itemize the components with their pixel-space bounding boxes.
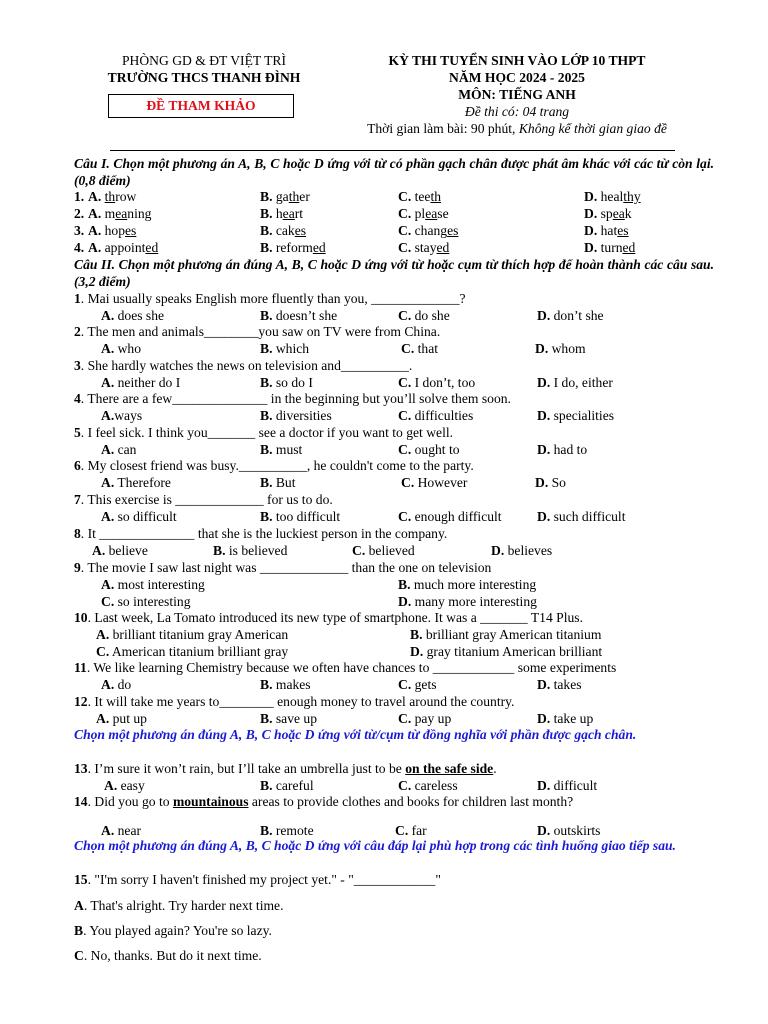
option-text: takes [550, 677, 582, 692]
question-number: 3 [74, 358, 81, 373]
answer-option: A. hopes [88, 223, 137, 238]
question-number: 5 [74, 425, 81, 440]
option-letter: D. [537, 308, 551, 323]
option-text: I do, either [550, 375, 613, 390]
answer-option [101, 407, 142, 424]
option-letter: A. [101, 677, 115, 692]
option-letter: B. [260, 206, 273, 221]
answer-option [260, 777, 314, 794]
option-text: take up [550, 711, 594, 726]
answer-option: D. healthy [584, 189, 641, 204]
option-letter: B. [260, 475, 273, 490]
answer-c: C. No, thanks. But do it next time. [74, 948, 262, 963]
question-6 [74, 457, 474, 474]
answer-option [260, 474, 296, 491]
time-limit: Thời gian làm bài: 90 phút, Không kể thời gian giao đề [367, 121, 667, 136]
answer-option: A. meaning [88, 206, 152, 221]
question-13: 13. I’m sure it won’t rain, but I’ll take an umbrella just to be on the safe side. [74, 761, 497, 776]
underlined-part: th [288, 189, 300, 204]
option-text: many more interesting [411, 594, 537, 609]
question-number: 4. [74, 240, 85, 255]
question-9 [74, 559, 491, 576]
answer-option: D. hates [584, 223, 629, 238]
option-letter: A. [101, 475, 115, 490]
answer-option [537, 407, 614, 424]
option-text: believes [504, 543, 553, 558]
option-text: brilliant titanium gray American [109, 627, 289, 642]
option-letter: A. [101, 509, 115, 524]
answer-option [101, 340, 141, 357]
option-letter: C. [398, 509, 412, 524]
question-text: . There are a few______________ in the beginning but you’ll solve them soon. [80, 391, 511, 406]
option-text: far [408, 823, 427, 838]
answer-option [398, 307, 450, 324]
option-text: So [548, 475, 566, 490]
reference-exam-label: ĐỀ THAM KHẢO [108, 94, 294, 118]
synonym-instruction: Chọn một phương án đúng A, B, C hoặc D ứng với từ/cụm từ đồng nghĩa với phần được gạch chân. [74, 727, 637, 742]
option-letter: D. [398, 594, 412, 609]
answer-option: C. stayed [398, 240, 450, 255]
option-letter: C. [398, 375, 412, 390]
option-text: put up [109, 711, 147, 726]
answer-option: A. appointed [88, 240, 159, 255]
question-text: . Mai usually speaks English more fluently than you, _____________? [80, 291, 466, 306]
answer-option [410, 643, 602, 660]
answer-option [101, 508, 177, 525]
question-text: . The men and animals________you saw on TV were from China. [80, 324, 441, 339]
option-letter: A. [96, 711, 110, 726]
question-number: 10 [74, 610, 88, 625]
option-text: gray titanium American brilliant [423, 644, 603, 659]
option-text: do [114, 677, 132, 692]
option-letter: D. [584, 223, 598, 238]
answer-option [260, 307, 337, 324]
option-text: doesn’t she [272, 308, 338, 323]
answer-option [398, 777, 458, 794]
question-8 [74, 525, 447, 542]
option-letter: D. [584, 206, 598, 221]
option-text: outskirts [550, 823, 601, 838]
answer-b: B. You played again? You're so lazy. [74, 923, 272, 938]
option-letter: C. [398, 778, 412, 793]
option-text: such difficult [550, 509, 626, 524]
option-letter: B. [213, 543, 226, 558]
option-text: believed [365, 543, 415, 558]
option-letter: B. [260, 823, 273, 838]
option-letter: A. [101, 375, 115, 390]
answer-option [537, 710, 593, 727]
option-letter: B. [260, 189, 273, 204]
question-text: . This exercise is _____________ for us to do. [80, 492, 333, 507]
option-letter: A. [101, 408, 115, 423]
option-letter: D. [491, 543, 505, 558]
option-letter: B. [260, 509, 273, 524]
option-text: Therefore [114, 475, 171, 490]
option-text: But [272, 475, 296, 490]
option-text: difficult [550, 778, 598, 793]
option-text: does she [114, 308, 165, 323]
answer-option: B. cakes [260, 223, 307, 238]
option-text: enough difficult [411, 509, 502, 524]
question-number: 8 [74, 526, 81, 541]
underlined-part: es [617, 223, 629, 238]
underlined-part: ed [312, 240, 326, 255]
question-text: . The movie I saw last night was _____________ than the one on television [80, 560, 492, 575]
answer-option [101, 474, 171, 491]
question-text: . My closest friend was busy.__________, he couldn't come to the party. [80, 458, 474, 473]
option-letter: B. [260, 223, 273, 238]
option-letter: A. [88, 189, 102, 204]
option-text: pay up [411, 711, 452, 726]
answer-option [92, 542, 148, 559]
option-letter: C. [398, 408, 412, 423]
option-text: so do I [272, 375, 313, 390]
section-1-title: Câu I. Chọn một phương án A, B, C hoặc D ứng với từ có phần gạch chân được phát âm khác với các từ còn lại. (0,8 điểm) [74, 156, 714, 188]
option-text: difficulties [411, 408, 474, 423]
option-letter: C. [101, 594, 115, 609]
answer-option [260, 407, 332, 424]
underlined-part: ed [622, 240, 636, 255]
option-text: too difficult [272, 509, 341, 524]
question-3 [74, 357, 412, 374]
option-text: gets [411, 677, 437, 692]
option-text: who [114, 341, 142, 356]
option-letter: B. [260, 711, 273, 726]
question-text: . I feel sick. I think you_______ see a doctor if you want to get well. [80, 425, 454, 440]
question-1 [74, 290, 466, 307]
option-text: near [114, 823, 142, 838]
option-letter: A. [101, 823, 115, 838]
option-text: remote [272, 823, 314, 838]
option-letter: A. [101, 308, 115, 323]
option-text: don’t she [550, 308, 604, 323]
option-letter: B. [260, 240, 273, 255]
exam-title: KỲ THI TUYỂN SINH VÀO LỚP 10 THPT [388, 53, 646, 68]
answer-option [260, 676, 311, 693]
answer-option [96, 643, 288, 660]
answer-option: C. changes [398, 223, 459, 238]
answer-option: B. heart [260, 206, 304, 221]
subject-title: MÔN: TIẾNG ANH [458, 87, 576, 102]
underlined-part: ea [425, 206, 438, 221]
option-letter: B. [410, 627, 423, 642]
answer-option [398, 676, 437, 693]
answer-option [101, 374, 180, 391]
option-text: whom [548, 341, 586, 356]
question-10 [74, 609, 583, 626]
option-letter: A. [101, 341, 115, 356]
answer-option [260, 374, 313, 391]
answer-option [96, 626, 288, 643]
answer-option [260, 340, 309, 357]
underlined-part: ed [436, 240, 450, 255]
department-name: PHÒNG GD & ĐT VIỆT TRÌ [121, 53, 286, 68]
option-text: which [272, 341, 310, 356]
option-text: most interesting [114, 577, 205, 592]
option-text: easy [117, 778, 145, 793]
option-letter: D. [584, 189, 598, 204]
option-letter: C. [398, 206, 412, 221]
underlined-part: ea [282, 206, 295, 221]
answer-option [398, 407, 473, 424]
option-letter: D. [537, 509, 551, 524]
option-letter: C. [395, 823, 409, 838]
question-15: 15. "I'm sorry I haven't finished my project yet." - "____________" [74, 872, 441, 887]
answer-option: B. reformed [260, 240, 326, 255]
option-letter: B. [260, 408, 273, 423]
question-7 [74, 491, 333, 508]
question-number: 9 [74, 560, 81, 575]
option-letter: C. [398, 711, 412, 726]
option-text: so interesting [114, 594, 191, 609]
option-letter: A. [88, 206, 102, 221]
question-11 [74, 659, 616, 676]
option-text: neither do I [114, 375, 181, 390]
underlined-part: es [294, 223, 307, 238]
answer-option [537, 508, 625, 525]
underlined-part: es [447, 223, 459, 238]
option-text: American titanium brilliant gray [109, 644, 289, 659]
option-text: so difficult [114, 509, 177, 524]
option-letter: D. [537, 442, 551, 457]
question-number: 2. [74, 206, 85, 221]
option-letter: A. [88, 240, 102, 255]
answer-option [101, 307, 164, 324]
question-text: . It ______________ that she is the luckiest person in the company. [80, 526, 448, 541]
option-letter: D. [535, 341, 549, 356]
option-letter: C. [352, 543, 366, 558]
option-letter: C. [398, 677, 412, 692]
answer-option [101, 576, 205, 593]
question-5 [74, 424, 453, 441]
header-divider [110, 150, 675, 151]
option-letter: B. [260, 375, 273, 390]
answer-option [401, 474, 467, 491]
question-text: . We like learning Chemistry because we often have chances to ____________ some experiments [86, 660, 617, 675]
answer-option [398, 576, 536, 593]
answer-option [537, 307, 604, 324]
option-text: I don’t, too [411, 375, 476, 390]
answer-option [101, 593, 191, 610]
option-text: makes [272, 677, 311, 692]
option-text: must [272, 442, 303, 457]
question-text: . She hardly watches the news on television and__________. [80, 358, 413, 373]
option-letter: D. [537, 408, 551, 423]
question-number: 7 [74, 492, 81, 507]
section-2-title: Câu II. Chọn một phương án đúng A, B, C hoặc D ứng với từ hoặc cụm từ thích hợp để hoàn thành các câu sau. (3,2 điểm) [74, 257, 714, 289]
question-number: 11 [74, 660, 87, 675]
question-number: 3. [74, 223, 85, 238]
answer-option [101, 676, 131, 693]
answer-option [398, 374, 475, 391]
option-letter: D. [410, 644, 424, 659]
option-letter: C. [398, 442, 412, 457]
answer-option [398, 593, 537, 610]
option-text: had to [550, 442, 588, 457]
question-text: . It will take me years to________ enough money to travel around the country. [87, 694, 515, 709]
answer-option [537, 676, 582, 693]
option-letter: B. [260, 308, 273, 323]
option-text: specialities [550, 408, 615, 423]
answer-option [104, 777, 145, 794]
option-letter: B. [260, 341, 273, 356]
answer-option [410, 626, 601, 643]
answer-option: C. please [398, 206, 449, 221]
question-number: 4 [74, 391, 81, 406]
question-number: 12 [74, 694, 88, 709]
answer-a: A. That's alright. Try harder next time. [74, 898, 284, 913]
option-letter: C. [398, 223, 412, 238]
answer-option [260, 441, 302, 458]
underlined-part: ea [115, 206, 128, 221]
underlined-part: ea [612, 206, 625, 221]
option-text: diversities [272, 408, 332, 423]
option-letter: B. [260, 677, 273, 692]
school-name: TRƯỜNG THCS THANH ĐÌNH [107, 70, 301, 85]
option-letter: C. [398, 308, 412, 323]
option-letter: C. [401, 341, 415, 356]
underlined-part: th [430, 189, 442, 204]
option-letter: A. [88, 223, 102, 238]
answer-option: D. speak [584, 206, 632, 221]
answer-option [535, 340, 586, 357]
option-letter: D. [537, 823, 551, 838]
option-letter: D. [535, 475, 549, 490]
option-text: believe [105, 543, 148, 558]
answer-option [398, 710, 451, 727]
option-letter: B. [398, 577, 411, 592]
question-text: . Last week, La Tomato introduced its new type of smartphone. It was a _______ T14 Plus. [87, 610, 583, 625]
option-letter: B. [260, 778, 273, 793]
answer-option [537, 777, 597, 794]
option-letter: A. [101, 577, 115, 592]
school-year: NĂM HỌC 2024 - 2025 [449, 70, 585, 85]
answer-option [352, 542, 415, 559]
underlined-part: th [104, 189, 116, 204]
option-letter: D. [537, 375, 551, 390]
option-text: can [114, 442, 137, 457]
option-letter: C. [398, 240, 412, 255]
answer-option [96, 710, 147, 727]
option-letter: C. [398, 189, 412, 204]
option-text: careless [411, 778, 458, 793]
option-text: save up [272, 711, 318, 726]
option-letter: C. [96, 644, 110, 659]
answer-option [260, 508, 340, 525]
option-letter: B. [260, 442, 273, 457]
underlined-part: es [125, 223, 137, 238]
question-number: 2 [74, 324, 81, 339]
answer-option [213, 542, 287, 559]
option-letter: A. [101, 442, 115, 457]
underlined-part: thy [623, 189, 641, 204]
answer-option: A. throw [88, 189, 137, 204]
answer-option [401, 340, 438, 357]
option-text: that [414, 341, 439, 356]
option-letter: C. [401, 475, 415, 490]
answer-option: B. gather [260, 189, 310, 204]
answer-option [537, 374, 613, 391]
option-letter: A. [96, 627, 110, 642]
option-letter: D. [537, 677, 551, 692]
question-2 [74, 323, 440, 340]
option-text: brilliant gray American titanium [422, 627, 602, 642]
answer-option: D. turned [584, 240, 636, 255]
option-text: much more interesting [410, 577, 537, 592]
dialogue-instruction: Chọn một phương án đúng A, B, C hoặc D ứng với câu đáp lại phù hợp trong các tình huống giao tiếp sau. [74, 838, 676, 853]
answer-option [535, 474, 566, 491]
option-letter: D. [537, 778, 551, 793]
question-number: 1. [74, 189, 85, 204]
answer-option [260, 710, 317, 727]
answer-option [101, 441, 136, 458]
option-letter: D. [584, 240, 598, 255]
underlined-part: ed [145, 240, 159, 255]
question-12 [74, 693, 514, 710]
option-text: do she [411, 308, 450, 323]
option-letter: D. [537, 711, 551, 726]
option-text: ought to [411, 442, 460, 457]
page-count: Đề thi có: 04 trang [464, 104, 570, 119]
option-text: is believed [225, 543, 288, 558]
option-letter: A. [92, 543, 106, 558]
question-14: 14. Did you go to mountainous areas to provide clothes and books for children last month? [74, 794, 574, 809]
option-text: ways [114, 408, 143, 423]
answer-option [491, 542, 552, 559]
answer-option: C. teeth [398, 189, 442, 204]
answer-option [398, 508, 502, 525]
question-number: 6 [74, 458, 81, 473]
answer-option [537, 441, 587, 458]
question-number: 1 [74, 291, 81, 306]
option-text: However [414, 475, 468, 490]
option-text: careful [272, 778, 314, 793]
question-4 [74, 390, 511, 407]
answer-option [398, 441, 460, 458]
option-letter: A. [104, 778, 118, 793]
